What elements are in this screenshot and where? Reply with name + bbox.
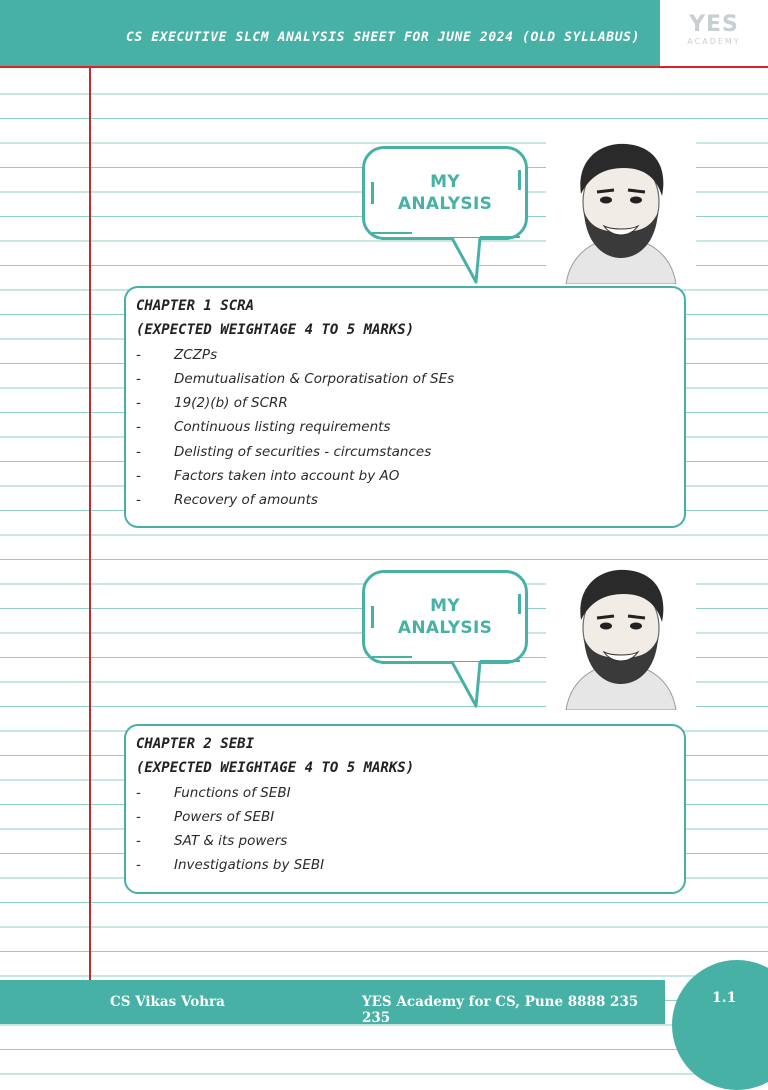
bubble-accent-mark [518,170,521,190]
bubble-accent-mark [371,182,374,204]
bubble-accent-mark [480,236,520,238]
list-item [136,391,684,415]
bullet-dash: - [136,857,141,874]
margin-red-line [89,68,91,980]
footer-bar [0,980,665,1024]
bubble-accent-mark [518,594,521,614]
chapter-title: CHAPTER 2 SEBI [136,736,255,752]
bullet-dash: - [136,443,141,460]
header-bar [0,0,660,66]
footer-author: CS Vikas Vohra [110,994,225,1010]
bubble-accent-mark [372,656,412,658]
chapter-1-box [124,286,686,528]
list-item [136,829,684,853]
list-item-text: Demutualisation & Corporatisation of SEs [174,370,455,387]
bullet-dash: - [136,784,141,801]
bubble-line-2: ANALYSIS [397,618,493,638]
bullet-dash: - [136,468,141,485]
list-item [136,440,684,464]
list-item-text: Factors taken into account by AO [174,468,400,485]
my-analysis-bubble [362,570,528,664]
my-analysis-bubble [362,146,528,240]
list-item-text: Delisting of securities - circumstances [174,443,432,460]
bullet-dash: - [136,492,141,509]
list-item [136,488,684,512]
page-number-badge [672,960,768,1090]
author-portrait [546,560,696,710]
bullet-dash: - [136,419,141,436]
bubble-accent-mark [480,660,520,662]
list-item [136,853,684,877]
list-item [136,805,684,829]
list-item [136,464,684,488]
list-item-text: Functions of SEBI [174,784,291,801]
bubble-line-2: ANALYSIS [397,194,493,214]
author-portrait [546,134,696,284]
chapter-weightage: (EXPECTED WEIGHTAGE 4 TO 5 MARKS) [136,760,415,777]
bubble-accent-mark [372,232,412,234]
list-item [136,781,684,805]
speech-bubble-tail [450,660,500,710]
logo-main-text: YES [689,12,739,37]
list-item-text: Investigations by SEBI [174,857,325,874]
footer-contact: YES Academy for CS, Pune 8888 235 235 [362,994,639,1026]
bullet-dash: - [136,370,141,387]
yes-academy-logo [660,0,768,68]
list-item [136,367,684,391]
list-item-text: Powers of SEBI [174,808,275,825]
bubble-line-1: MY [430,596,460,616]
list-item-text: Recovery of amounts [174,492,318,509]
bubble-accent-mark [371,606,374,628]
bubble-line-1: MY [430,172,460,192]
bullet-dash: - [136,833,141,850]
bullet-dash: - [136,808,141,825]
list-item [136,343,684,367]
header-red-rule [0,66,768,68]
list-item-text: 19(2)(b) of SCRR [174,395,288,412]
bullet-dash: - [136,395,141,412]
list-item-text: ZCZPs [174,346,218,363]
list-item-text: Continuous listing requirements [174,419,391,436]
chapter-weightage: (EXPECTED WEIGHTAGE 4 TO 5 MARKS) [136,322,415,339]
chapter-2-box [124,724,686,894]
bullet-dash: - [136,346,141,363]
list-item [136,415,684,439]
logo-sub-text: ACADEMY [687,37,741,46]
speech-bubble-tail [450,236,500,286]
list-item-text: SAT & its powers [174,833,288,850]
page-number: 1.1 [712,990,737,1006]
sheet-title: CS EXECUTIVE SLCM ANALYSIS SHEET FOR JUNE 2024 (OLD SYLLABUS) [125,29,640,45]
chapter-title: CHAPTER 1 SCRA [136,298,255,314]
